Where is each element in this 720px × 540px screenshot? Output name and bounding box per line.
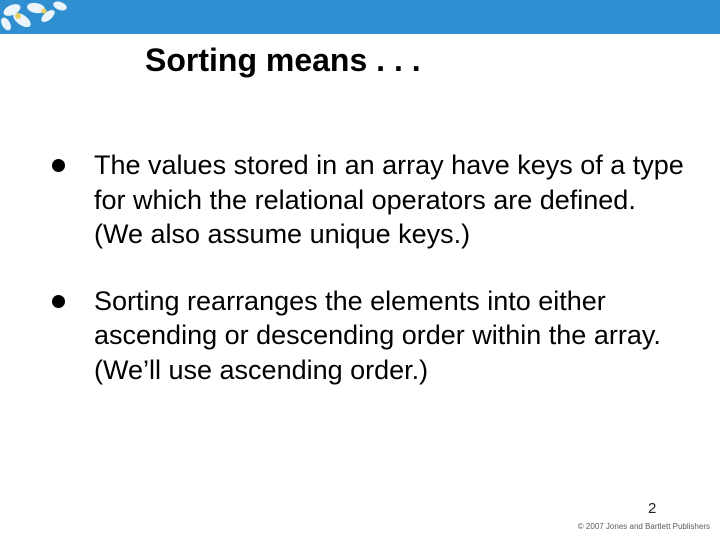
bullet-text: Sorting rearranges the elements into either ascending or descending order within the array. (We’ll use ascending order.) bbox=[94, 285, 661, 385]
slide-title: Sorting means . . . bbox=[145, 42, 421, 78]
header-band bbox=[0, 0, 720, 34]
bullet-text: The values stored in an array have keys of a type for which the relational operators are defined. (We also assume unique keys.) bbox=[94, 150, 684, 249]
page-number: 2 bbox=[648, 500, 657, 517]
copyright-text: © 2007 Jones and Bartlett Publishers bbox=[577, 522, 710, 531]
bullet-list bbox=[52, 148, 692, 419]
bullet-dot-icon bbox=[52, 295, 65, 308]
bullet-item-sorting bbox=[52, 284, 692, 388]
bullet-dot-icon bbox=[52, 159, 65, 172]
bullet-item-keys bbox=[52, 148, 692, 252]
flower-decoration-icon bbox=[0, 0, 90, 36]
